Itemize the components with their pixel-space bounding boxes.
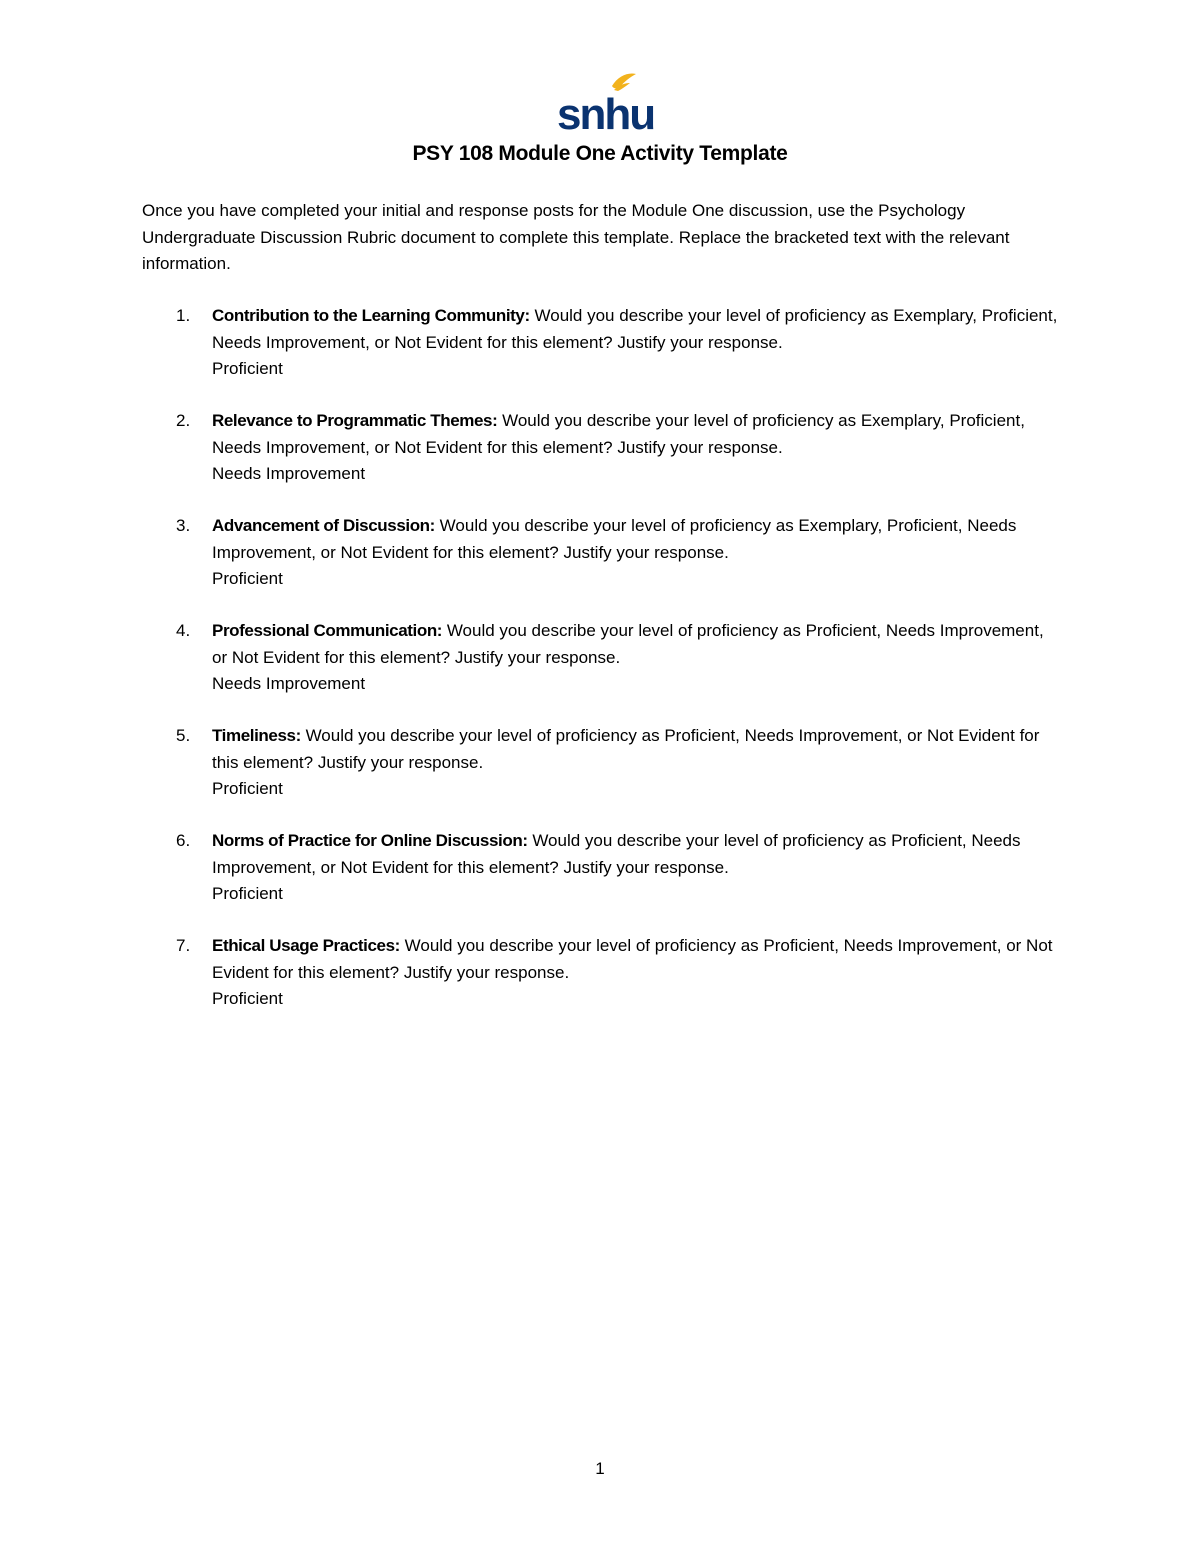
list-item-question: Would you describe your level of proficiency as Proficient, Needs Improvement, or Not Evident for this element? Justify your response. (212, 936, 1053, 982)
list-item-answer: Proficient (212, 779, 283, 798)
rubric-items-list (142, 303, 1062, 1038)
list-item-question: Would you describe your level of proficiency as Proficient, Needs Improvement, or Not Evident for this element? Justify your response. (212, 831, 1021, 877)
list-item-heading: Advancement of Discussion: (212, 516, 435, 535)
list-item-answer: Proficient (212, 359, 283, 378)
list-item-answer: Proficient (212, 989, 283, 1008)
svg-text:snhu: snhu (557, 90, 655, 139)
list-item-number: 1. (176, 306, 191, 325)
list-item-answer: Proficient (212, 569, 283, 588)
intro-paragraph: Once you have completed your initial and response posts for the Module One discussion, use the Psychology Undergraduate Discussion Rubric document to complete this template. Replace the bracketed text with the relevant information. (142, 201, 1010, 273)
list-item-number: 5. (176, 726, 191, 745)
list-item (142, 723, 1062, 803)
list-item-question: Would you describe your level of proficiency as Proficient, Needs Improvement, or Not Evident for this element? Justify your response. (212, 621, 1044, 667)
list-item-number: 7. (176, 936, 191, 955)
list-item-number: 4. (176, 621, 191, 640)
list-item (142, 828, 1062, 908)
page-number: 1 (595, 1459, 605, 1478)
list-item-question: Would you describe your level of proficiency as Exemplary, Proficient, Needs Improvement, or Not Evident for this element? Justify your response. (212, 411, 1025, 457)
list-item-number: 2. (176, 411, 191, 430)
list-item-heading: Norms of Practice for Online Discussion: (212, 831, 528, 850)
list-item-number: 6. (176, 831, 191, 850)
list-item-number: 3. (176, 516, 191, 535)
list-item (142, 303, 1062, 383)
list-item-question: Would you describe your level of proficiency as Exemplary, Proficient, Needs Improvement, or Not Evident for this element? Justify your response. (212, 516, 1017, 562)
snhu-logo (556, 72, 655, 139)
list-item (142, 513, 1062, 593)
list-item (142, 408, 1062, 488)
list-item-heading: Timeliness: (212, 726, 301, 745)
document-title: PSY 108 Module One Activity Template (412, 142, 788, 165)
list-item-question: Would you describe your level of proficiency as Exemplary, Proficient, Needs Improvement, or Not Evident for this element? Justify your response. (212, 306, 1058, 352)
list-item-heading: Relevance to Programmatic Themes: (212, 411, 498, 430)
list-item-answer: Needs Improvement (212, 464, 366, 483)
list-item-question: Would you describe your level of proficiency as Proficient, Needs Improvement, or Not Evident for this element? Justify your response. (212, 726, 1040, 772)
list-item-heading: Contribution to the Learning Community: (212, 306, 530, 325)
list-item-heading: Ethical Usage Practices: (212, 936, 400, 955)
list-item-heading: Professional Communication: (212, 621, 443, 640)
list-item-answer: Proficient (212, 884, 283, 903)
list-item-answer: Needs Improvement (212, 674, 366, 693)
list-item (142, 618, 1062, 698)
list-item (142, 933, 1062, 1013)
